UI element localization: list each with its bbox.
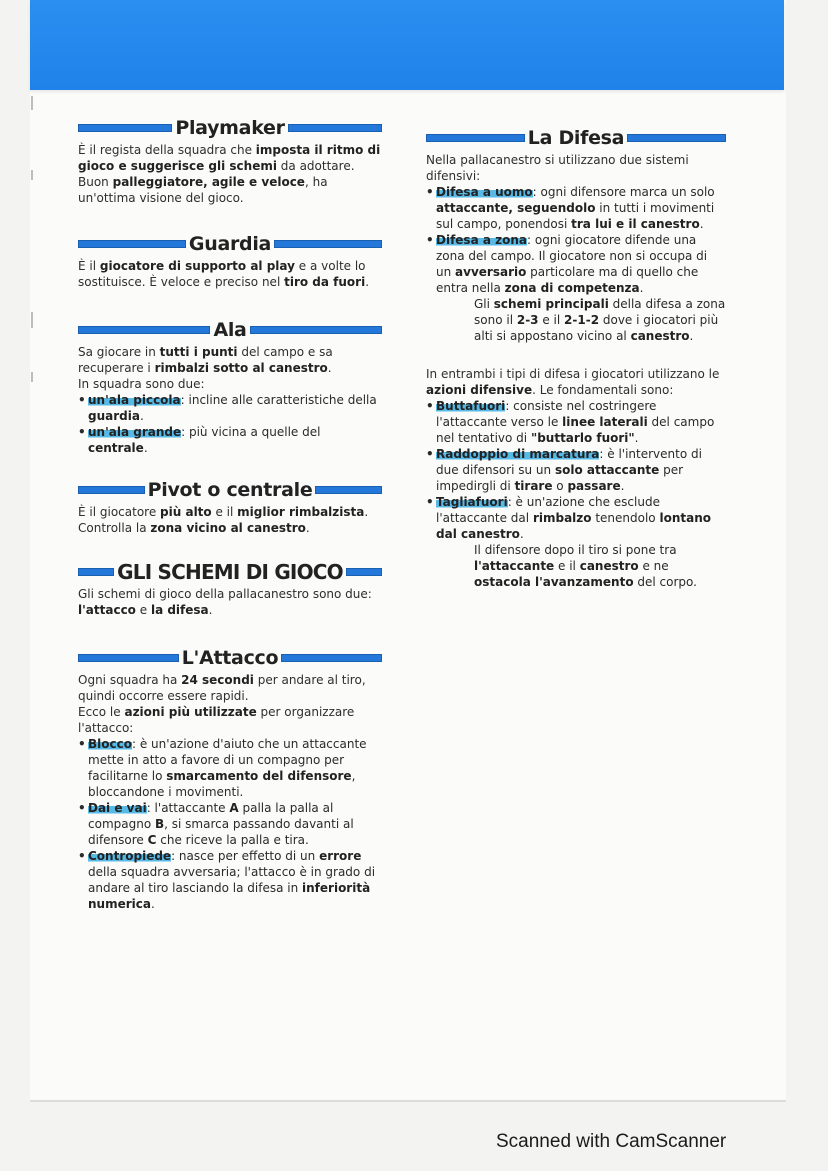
- paragraph: È il giocatore di supporto al play e a volte lo sostituisce. È veloce e preciso nel tiro da fuori.: [78, 259, 370, 289]
- section-title: [78, 476, 382, 504]
- right-column: [426, 124, 726, 590]
- paragraph: È il regista della squadra che imposta il ritmo di gioco e suggerisce gli schemi da adottare.: [78, 143, 381, 173]
- title-bar-left: [426, 134, 525, 142]
- title-attacco: L'Attacco: [181, 647, 279, 669]
- title-bar-left: [78, 654, 179, 662]
- list-item: • Blocco: è un'azione d'aiuto che un attaccante mette in atto a favore di un compagno per facilitarne lo smarcamento del difensore, bloccandone i movimenti.: [78, 736, 382, 800]
- section-ala: [78, 316, 382, 456]
- section-title: [78, 644, 382, 672]
- section-title: [78, 558, 382, 586]
- list-item: • un'ala grande: più vicina a quelle del centrale.: [78, 424, 382, 456]
- list-item-note: Il difensore dopo il tiro si pone tra l'attaccante e il canestro e ne ostacola l'avanzamento del corpo.: [474, 543, 697, 589]
- section-difesa: [426, 124, 726, 590]
- section-playmaker: [78, 114, 382, 206]
- section-title: [426, 124, 726, 152]
- title-bar-left: [78, 568, 114, 576]
- left-column: [78, 114, 382, 912]
- paragraph: Ogni squadra ha 24 secondi per andare al tiro, quindi occorre essere rapidi.: [78, 673, 366, 703]
- paper-edge: [30, 1100, 786, 1102]
- list-item: • Contropiede: nasce per effetto di un errore della squadra avversaria; l'attacco è in grado di andare al tiro lasciando la difesa in inferiorità numerica.: [78, 848, 382, 912]
- title-ala: Ala: [213, 319, 247, 341]
- list-item: • Buttafuori: consiste nel costringere l'attaccante verso le linee laterali del campo nel tentativo di "buttarlo fuori".: [426, 398, 726, 446]
- title-bar-left: [78, 124, 172, 132]
- list-item: • Difesa a zona: ogni giocatore difende una zona del campo. Il giocatore non si occupa di un avversario particolare ma di quello che entra nella zona di competenza. Gli schemi principali della difesa a zona sono il 2-3 e il 2-1-2 dove i giocatori più alti si appostano vicino al canestro.: [426, 232, 726, 344]
- section-title: [78, 316, 382, 344]
- list-item-note: Gli schemi principali della difesa a zona sono il 2-3 e il 2-1-2 dove i giocatori più alti si appostano vicino al canestro.: [474, 297, 726, 343]
- list-item: • Raddoppio di marcatura: è l'intervento di due difensori su un solo attaccante per impedirgli di tirare o passare.: [426, 446, 726, 494]
- title-bar-left: [78, 486, 145, 494]
- title-bar-right: [250, 326, 382, 334]
- title-playmaker: Playmaker: [175, 117, 285, 139]
- paragraph: Sa giocare in tutti i punti del campo e sa recuperare i rimbalzi sotto al canestro.: [78, 345, 333, 375]
- section-pivot: [78, 476, 382, 536]
- title-difesa: La Difesa: [527, 127, 625, 149]
- paragraph: In entrambi i tipi di difesa i giocatori utilizzano le azioni difensive. Le fondamentali sono:: [426, 367, 720, 397]
- paragraph: Gli schemi di gioco della pallacanestro sono due: l'attacco e la difesa.: [78, 587, 372, 617]
- title-bar-right: [315, 486, 382, 494]
- list-item: • Difesa a uomo: ogni difensore marca un solo attaccante, seguendolo in tutti i movimenti sul campo, ponendosi tra lui e il canestro.: [426, 184, 726, 232]
- title-bar-right: [274, 240, 382, 248]
- list-item: • Tagliafuori: è un'azione che esclude l'attaccante dal rimbalzo tenendolo lontano dal canestro. Il difensore dopo il tiro si pone tra l'attaccante e il canestro e ne ostacola l'avanzamento del corpo.: [426, 494, 726, 590]
- title-bar-left: [78, 326, 210, 334]
- margin-tick: [31, 312, 33, 328]
- paragraph: Nella pallacanestro si utilizzano due sistemi difensivi:: [426, 153, 689, 183]
- section-title: [78, 114, 382, 142]
- title-bar-left: [78, 240, 186, 248]
- title-bar-right: [288, 124, 382, 132]
- section-title: [78, 230, 382, 258]
- title-schemi: GLI SCHEMI DI GIOCO: [117, 560, 343, 584]
- title-bar-right: [346, 568, 382, 576]
- paragraph: Buon palleggiatore, agile e veloce, ha un'ottima visione del gioco.: [78, 175, 328, 205]
- list-item: • un'ala piccola: incline alle caratteristiche della guardia.: [78, 392, 382, 424]
- title-bar-right: [281, 654, 382, 662]
- paragraph: È il giocatore più alto e il miglior rimbalzista. Controlla la zona vicino al canestro.: [78, 505, 369, 535]
- section-attacco: [78, 644, 382, 912]
- scanner-watermark: Scanned with CamScanner: [496, 1131, 727, 1152]
- title-bar-right: [627, 134, 726, 142]
- margin-tick: [31, 372, 33, 382]
- title-pivot: Pivot o centrale: [147, 479, 313, 501]
- section-guardia: [78, 230, 382, 290]
- title-guardia: Guardia: [188, 233, 272, 255]
- margin-tick: [31, 170, 33, 180]
- header-band: [30, 0, 784, 90]
- paragraph: Ecco le azioni più utilizzate per organizzare l'attacco:: [78, 705, 355, 735]
- section-schemi: [78, 558, 382, 618]
- margin-tick: [31, 96, 33, 110]
- list-item: • Dai e vai: l'attaccante A palla la palla al compagno B, si smarca passando davanti al difensore C che riceve la palla e tira.: [78, 800, 382, 848]
- paragraph: In squadra sono due:: [78, 377, 205, 391]
